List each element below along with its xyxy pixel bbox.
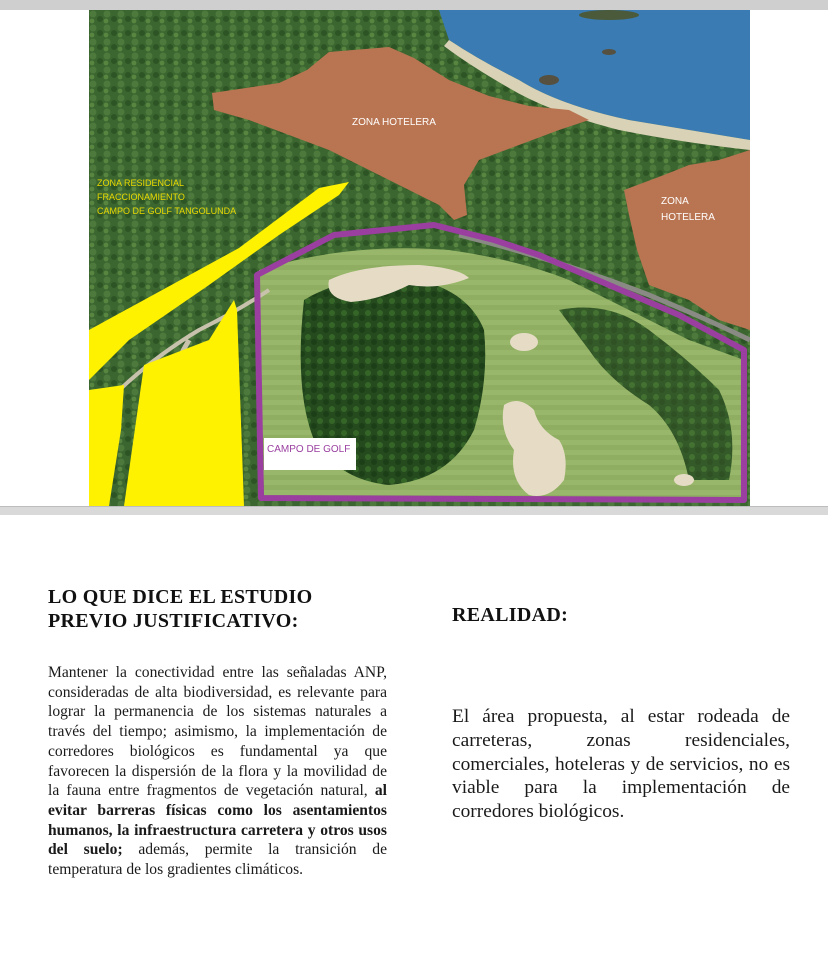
study-text-part2: además, permite la transición de temperatura de los gradientes climáticos. <box>48 841 388 879</box>
section-separator <box>0 506 828 515</box>
study-heading-line1: LO QUE DICE EL ESTUDIO <box>48 586 313 608</box>
label-residential-1: ZONA RESIDENCIAL <box>97 178 185 188</box>
label-hotel-zone-east-1: ZONA <box>661 196 689 207</box>
sand-bunker <box>510 333 538 351</box>
study-paragraph <box>48 663 387 880</box>
rock-islet <box>539 75 559 85</box>
study-text-bold: al evitar barreras físicas como los asentamientos humanos, la infraestructura carretera y otros usos del suelo; <box>48 782 387 859</box>
rock-islet <box>602 49 616 55</box>
reality-heading: REALIDAD: <box>452 604 569 626</box>
label-hotel-zone-east-2: HOTELERA <box>661 212 715 223</box>
rock-islet <box>579 10 639 20</box>
reality-paragraph: El área propuesta, al estar rodeada de carreteras, zonas residenciales, comerciales, hoteleras y de servicios, no es viable para la implementación de corredores biológicos. <box>452 706 790 823</box>
study-heading-line2: PREVIO JUSTIFICATIVO: <box>48 610 299 632</box>
top-toolbar-strip <box>0 0 828 10</box>
label-hotel-zone-north: ZONA HOTELERA <box>352 117 436 128</box>
study-heading <box>48 585 388 633</box>
sand-bunker <box>674 474 694 486</box>
label-residential-2: FRACCIONAMIENTO <box>97 192 185 202</box>
label-golf-course: CAMPO DE GOLF <box>267 444 351 455</box>
label-residential-3: CAMPO DE GOLF TANGOLUNDA <box>97 206 237 216</box>
study-text-part1: Mantener la conectividad entre las señaladas ANP, consideradas de alta biodiversidad, es relevante para lograr la permanencia de los sistemas naturales a través del tiempo; asimismo, la implementación de corredores biológicos es fundamental ya que favorecen la dispersión de la flora y la movilidad de la fauna entre fragmentos de vegetación natural, <box>48 664 387 800</box>
aerial-map-image <box>89 10 750 506</box>
